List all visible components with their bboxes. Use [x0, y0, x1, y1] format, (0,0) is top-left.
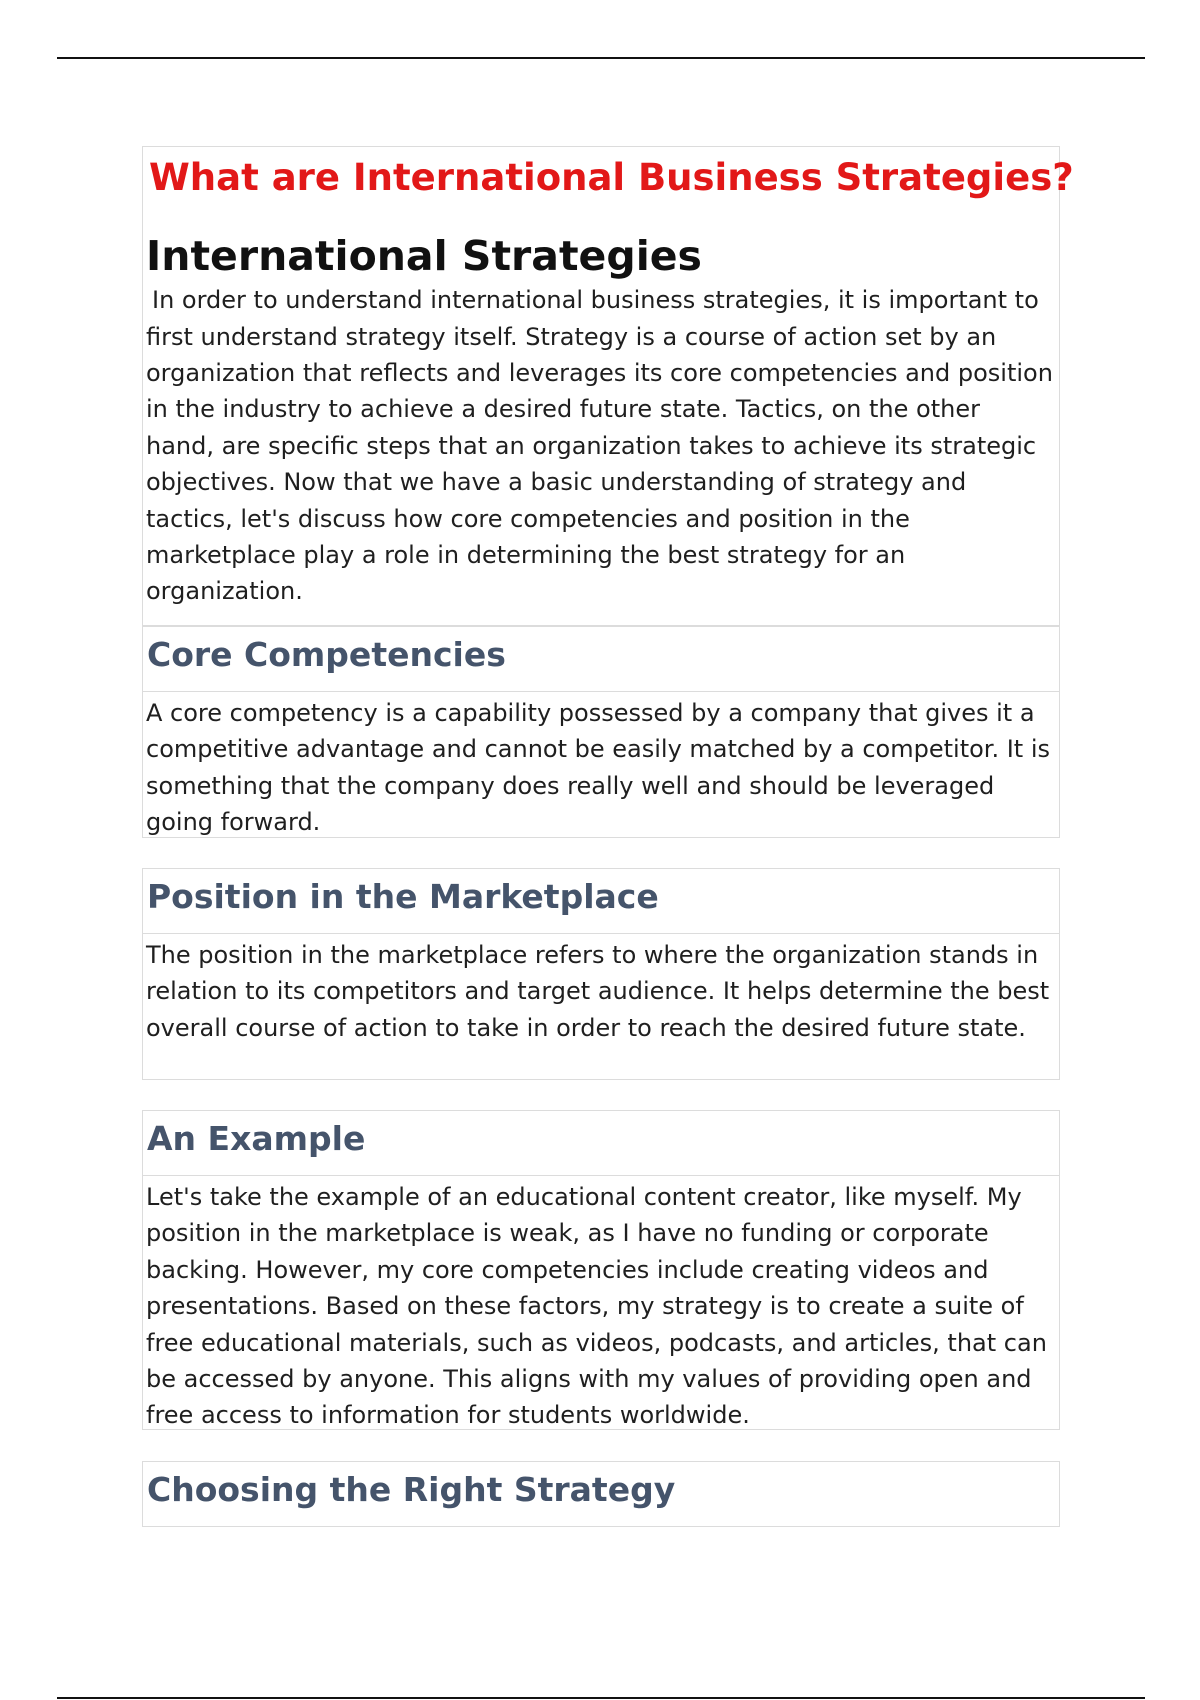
bottom-rule — [57, 1697, 1145, 1699]
top-rule — [57, 57, 1145, 59]
section-core-competencies — [142, 626, 1060, 838]
section-heading: An Example — [147, 1119, 366, 1158]
section-choosing-strategy — [142, 1461, 1060, 1527]
intro-heading: International Strategies — [146, 232, 702, 280]
section-body: The position in the marketplace refers to where the organization stands in relation to its competitors and target audience. It helps determine the best overall course of action to take in order to reach the desired future state. — [146, 941, 1050, 1042]
section-heading: Choosing the Right Strategy — [147, 1470, 676, 1509]
section-body: A core competency is a capability possessed by a company that gives it a competitive advantage and cannot be easily matched by a competitor. It is something that the company does really well and should be leveraged going forward. — [146, 699, 1050, 837]
section-heading: Position in the Marketplace — [147, 877, 659, 916]
section-example — [142, 1110, 1060, 1430]
section-heading: Core Competencies — [147, 635, 506, 674]
intro-box — [142, 146, 1074, 626]
intro-paragraph: In order to understand international business strategies, it is important to first understand strategy itself. Strategy is a course of action set by an organization that reflects and leverages its core competencies and position in the industry to achieve a desired future state. Tactics, on the other hand, are specific steps that an organization takes to achieve its strategic objectives. Now that we have a basic understanding of strategy and tactics, let's discuss how core competencies and position in the marketplace play a role in determining the best strategy for an organization. — [146, 286, 1053, 606]
section-body: Let's take the example of an educational content creator, like myself. My position in the marketplace is weak, as I have no funding or corporate backing. However, my core competencies include creating videos and presentations. Based on these factors, my strategy is to create a suite of free educational materials, such as videos, podcasts, and articles, that can be accessed by anyone. This aligns with my values of providing open and free access to information for students worldwide. — [146, 1183, 1047, 1430]
section-position-marketplace — [142, 868, 1060, 1080]
page-title: What are International Business Strategies? — [149, 156, 1074, 199]
